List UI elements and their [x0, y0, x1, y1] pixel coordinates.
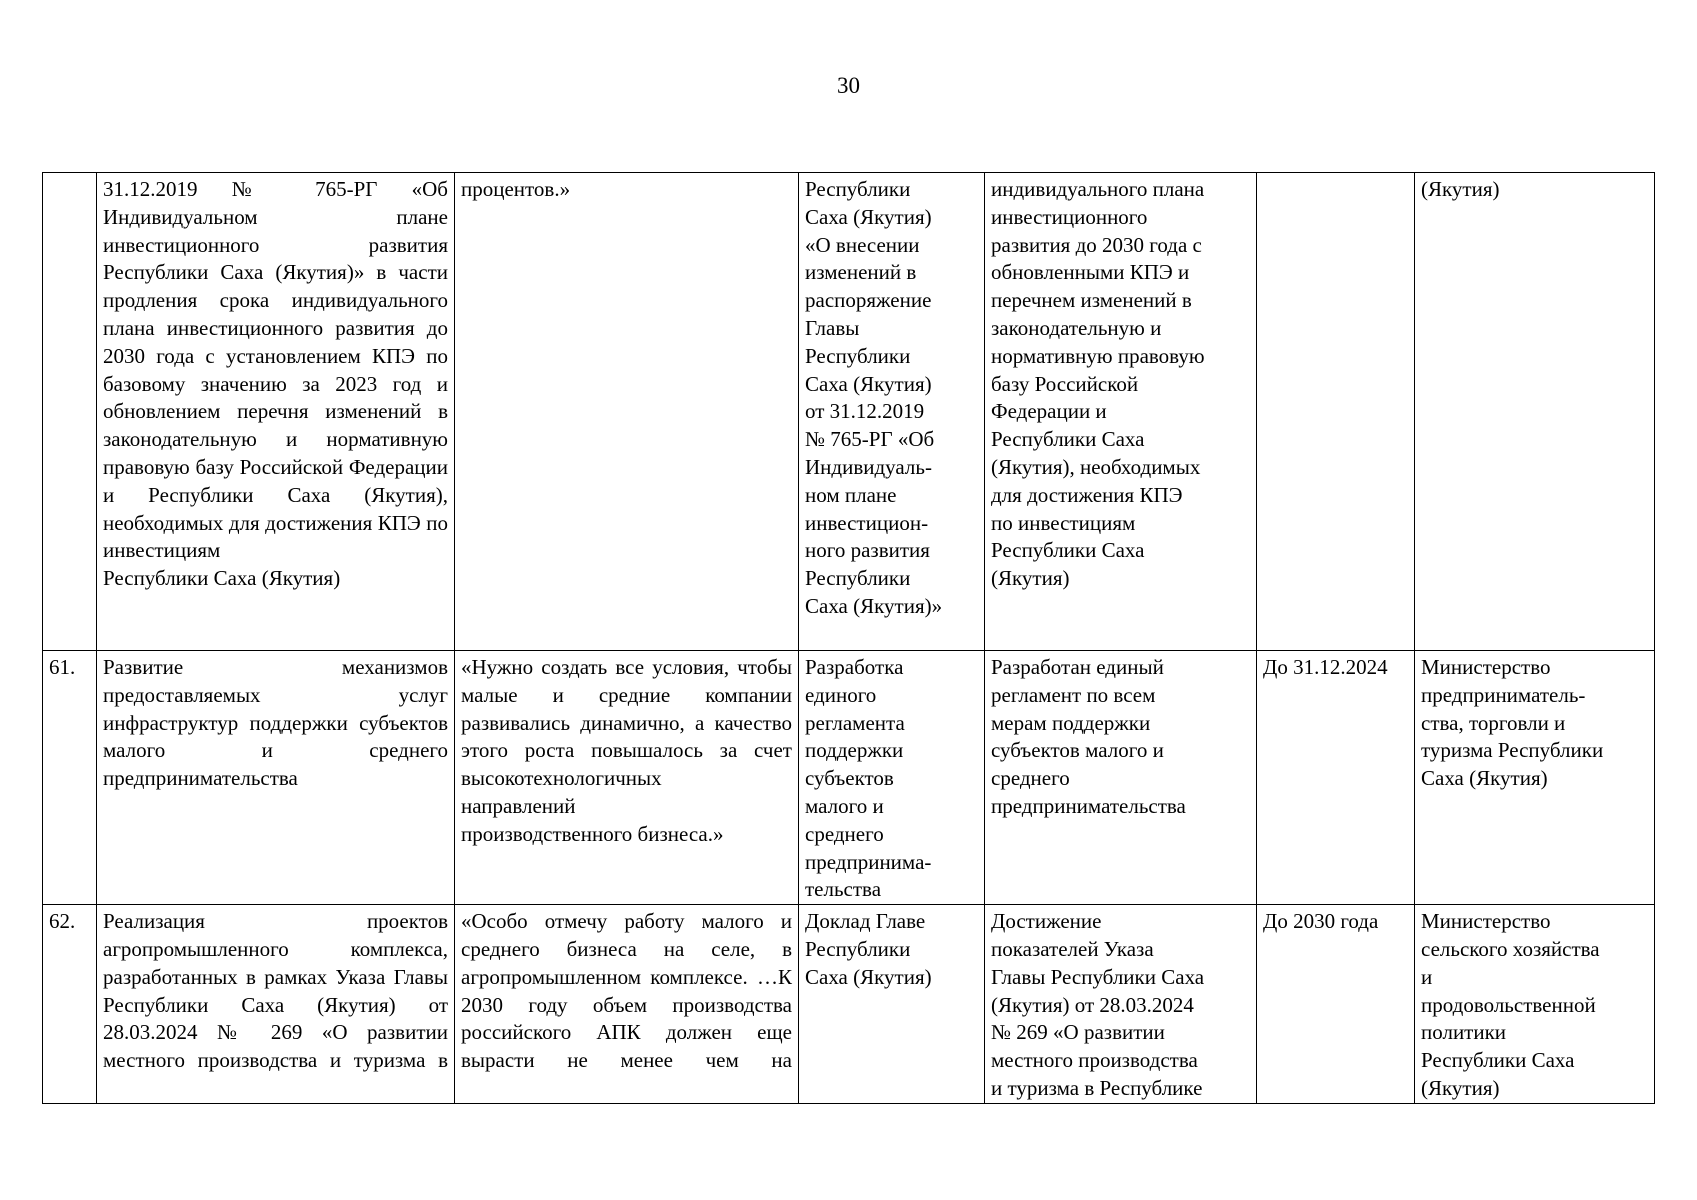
measure-description-text: 31.12.2019 № 765-РГ «Об Индивидуальном плане инвестиционного развития Республики Саха (Якутия)» в части продления срока индивидуального плана инвестиционного развития до 2030 года с установлением КПЭ по базовому значению за 2023 год и обновлением перечня изменений в законодательную и нормативную правовую базу Российской Федерации и Республики Саха (Якутия), необходимых для достижения КПЭ по инвестициям — [103, 177, 448, 563]
measure-description-text: Реализация проектов агропромышленного комплекса, разработанных в рамках Указа Главы Республики Саха (Якутия) от 28.03.2024 № 269 «О развитии местного производства и туризма в — [103, 909, 448, 1073]
result-document: Доклад Главе Республики Саха (Якутия) — [799, 905, 985, 1104]
message-quote — [455, 651, 799, 905]
measure-description — [97, 905, 455, 1104]
page-number: 30 — [837, 73, 860, 98]
table-row — [43, 905, 1655, 1104]
table-row — [43, 651, 1655, 905]
expected-result: Достижение показателей Указа Главы Республики Саха (Якутия) от 28.03.2024 № 269 «О развитии местного производства и туризма в Республике — [985, 905, 1257, 1104]
responsible-executor: Министерство сельского хозяйства и продовольственной политики Республики Саха (Якутия) — [1415, 905, 1655, 1104]
measure-description-last-line: Республики Саха (Якутия) — [103, 566, 341, 591]
deadline — [1257, 173, 1415, 651]
row-number: 62. — [43, 905, 97, 1104]
message-quote — [455, 905, 799, 1104]
message-quote-text: процентов.» — [461, 177, 571, 201]
measures-table — [42, 172, 1655, 1104]
message-quote-last-lines: высокотехнологичных направлений производственного бизнеса.» — [461, 766, 724, 846]
message-quote — [455, 173, 799, 651]
measure-description-text: Развитие механизмов предоставляемых услуг инфраструктур поддержки субъектов малого и среднего — [103, 655, 448, 763]
row-number: 61. — [43, 651, 97, 905]
expected-result: индивидуального плана инвестиционного развития до 2030 года с обновленными КПЭ и перечнем изменений в законодательную и нормативную правовую базу Российской Федерации и Республики Саха (Якутия), необходимых для достижения КПЭ по инвестициям Республики Саха (Якутия) — [985, 173, 1257, 651]
message-quote-text: «Особо отмечу работу малого и среднего бизнеса на селе, в агропромышленном комплексе. …К 2030 году объем производства российского АПК должен еще вырасти не менее чем на — [461, 909, 792, 1073]
table-row — [43, 173, 1655, 651]
expected-result: Разработан единый регламент по всем мерам поддержки субъектов малого и среднего предпринимательства — [985, 651, 1257, 905]
result-document: Разработка единого регламента поддержки субъектов малого и среднего предпринима- тельства — [799, 651, 985, 905]
result-document: Республики Саха (Якутия) «О внесении изменений в распоряжение Главы Республики Саха (Якутия) от 31.12.2019 № 765-РГ «Об Индивидуаль- ном плане инвестицион- ного развития Республики Саха (Якутия)» — [799, 173, 985, 651]
measure-description-last-line: предпринимательства — [103, 766, 298, 791]
measure-description — [97, 651, 455, 905]
row-number — [43, 173, 97, 651]
deadline: До 31.12.2024 — [1257, 651, 1415, 905]
measure-description — [97, 173, 455, 651]
responsible-executor: (Якутия) — [1415, 173, 1655, 651]
deadline: До 2030 года — [1257, 905, 1415, 1104]
responsible-executor: Министерство предприниматель- ства, торговли и туризма Республики Саха (Якутия) — [1415, 651, 1655, 905]
message-quote-text: «Нужно создать все условия, чтобы малые и средние компании развивались динамично, а качество этого роста повышалось за счет — [461, 655, 792, 763]
